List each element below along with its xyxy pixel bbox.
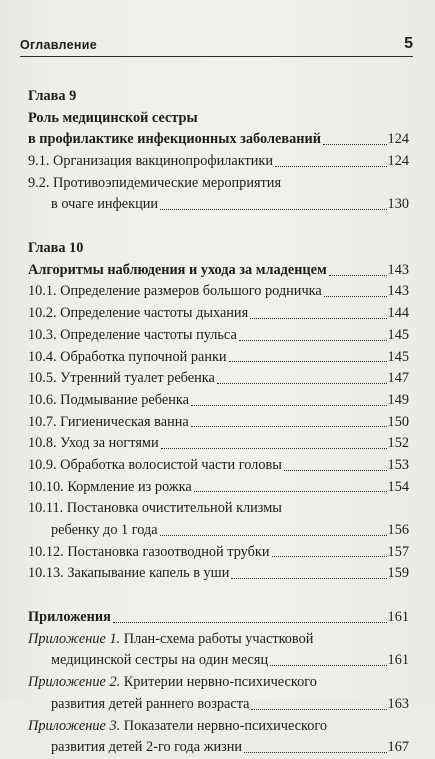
entry-page: 145 [387, 326, 409, 343]
dot-leader [323, 144, 387, 145]
toc-entry: 10.11. Постановка очистительной клизмы [28, 500, 282, 517]
toc-entry: 10.8. Уход за ногтями 152 [28, 433, 409, 455]
toc-entry: 10.2. Определение частоты дыхания 144 [28, 303, 409, 325]
dot-leader [191, 426, 387, 427]
toc-entry: 10.12. Постановка газоотводной трубки 157 [28, 542, 409, 564]
chapter-heading: Глава 9 [28, 87, 77, 104]
entry-page: 130 [387, 196, 409, 213]
dot-leader [250, 318, 386, 319]
toc-entry: Приложения 161 [28, 607, 409, 629]
dot-leader [191, 405, 387, 406]
dot-leader [160, 535, 387, 536]
dot-leader [239, 340, 387, 341]
toc-entry: 9.1. Организация вакцинопрофилактики 124 [28, 151, 409, 173]
toc-entry: 10.1. Определение размеров большого родничка 143 [28, 282, 409, 304]
page-number: 5 [404, 35, 413, 52]
running-header [20, 30, 413, 57]
toc-entry: в профилактике инфекционных заболеваний 124 [28, 129, 409, 151]
toc-entry: Алгоритмы наблюдения и ухода за младенцем 143 [28, 260, 409, 282]
dot-leader [270, 665, 386, 666]
entry-page: 124 [387, 131, 409, 148]
dot-leader [217, 383, 387, 384]
toc-entry: 9.2. Противоэпидемические мероприятия [28, 174, 282, 191]
entry-page: 163 [387, 695, 409, 712]
entry-page: 143 [387, 261, 409, 278]
entry-page: 144 [387, 305, 409, 322]
entry-page: 161 [387, 609, 409, 626]
dot-leader [113, 622, 387, 623]
entry-page: 154 [387, 478, 409, 495]
dot-leader [244, 752, 386, 753]
dot-leader [329, 275, 387, 276]
entry-page: 150 [387, 413, 409, 430]
dot-leader [324, 296, 387, 297]
dot-leader [229, 361, 387, 362]
toc-entry: 10.6. Подмывание ребенка 149 [28, 390, 409, 412]
appendix-entry: Приложение 1. План-схема работы участковой [28, 630, 314, 647]
toc-entry-continuation: развития детей 2-го года жизни 167 [28, 737, 409, 759]
appendix-entry: Приложение 3. Показатели нервно-психического [28, 717, 328, 734]
entry-page: 143 [387, 283, 409, 300]
toc-entry: 10.10. Кормление из рожка 154 [28, 477, 409, 499]
dot-leader [160, 209, 387, 210]
entry-page: 159 [387, 565, 409, 582]
dot-leader [251, 709, 386, 710]
entry-page: 149 [387, 391, 409, 408]
entry-page: 157 [387, 543, 409, 560]
table-of-contents [28, 86, 409, 759]
dot-leader [194, 491, 387, 492]
entry-page: 152 [387, 435, 409, 452]
toc-entry-continuation: медицинской сестры на один месяц 161 [28, 651, 409, 673]
appendix-tag: Приложение 2. [28, 674, 121, 691]
toc-entry: 10.9. Обработка волосистой части головы 153 [28, 455, 409, 477]
toc-entry: 10.13. Закапывание капель в уши 159 [28, 563, 409, 585]
entry-page: 145 [387, 348, 409, 365]
dot-leader [161, 448, 387, 449]
entry-page: 153 [387, 456, 409, 473]
toc-entry: 10.7. Гигиеническая ванна 150 [28, 412, 409, 434]
appendix-tag: Приложение 3. [28, 717, 121, 734]
dot-leader [272, 556, 387, 557]
toc-entry: 10.4. Обработка пупочной ранки 145 [28, 347, 409, 369]
entry-page: 124 [387, 153, 409, 170]
toc-entry-continuation: в очаге инфекции 130 [28, 194, 409, 216]
running-title: Оглавление [20, 38, 97, 52]
appendix-tag: Приложение 1. [28, 630, 121, 647]
dot-leader [275, 166, 387, 167]
appendix-entry: Приложение 2. Критерии нервно-психического [28, 674, 317, 691]
toc-entry-continuation: ребенку до 1 года 156 [28, 520, 409, 542]
entry-page: 167 [387, 739, 409, 756]
chapter-title: Роль медицинской сестры [28, 109, 198, 126]
chapter-heading: Глава 10 [28, 240, 84, 257]
dot-leader [231, 578, 386, 579]
dot-leader [284, 470, 387, 471]
toc-entry: 10.5. Утренний туалет ребенка 147 [28, 368, 409, 390]
entry-page: 156 [387, 522, 409, 539]
entry-page: 161 [387, 652, 409, 669]
toc-entry-continuation: развития детей раннего возраста 163 [28, 694, 409, 716]
entry-page: 147 [387, 370, 409, 387]
toc-entry: 10.3. Определение частоты пульса 145 [28, 325, 409, 347]
